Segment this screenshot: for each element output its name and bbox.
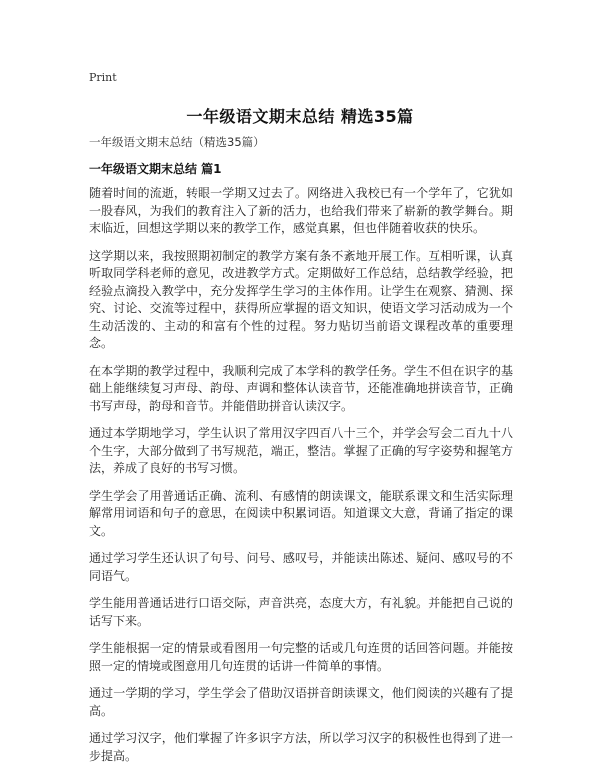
paragraph: 随着时间的流逝，转眼一学期又过去了。网络进入我校已有一个学年了，它犹如一股春风，为我们的教育注入了新的活力，也给我们带来了崭新的教学舞台。期末临近，回想这学期以来的教学工作，感觉真累，但也伴随着收获的快乐。 bbox=[89, 186, 513, 235]
document-body bbox=[89, 185, 513, 775]
paragraph: 通过一学期的学习，学生学会了借助汉语拼音朗读课文，他们阅读的兴趣有了提高。 bbox=[89, 686, 513, 718]
paragraph: 学生学会了用普通话正确、流利、有感情的朗读课文，能联系课文和生活实际理解常用词语和句子的意思，在阅读中积累词语。知道课文大意，背诵了指定的课文。 bbox=[89, 488, 513, 538]
paragraph: 这学期以来，我按照期初制定的教学方案有条不紊地开展工作。互相听课，认真听取同学科老师的意见，改进教学方式。定期做好工作总结，总结教学经验，把经验点滴投入教学中，充分发挥学生学习的主体作用。让学生在观察、猜测、探究、讨论、交流等过程中，获得所应掌握的语文知识，使语文学习活动成为一个生动活泼的、主动的和富有个性的过程。努力贴切当前语文课程改革的重要理念。 bbox=[89, 248, 513, 350]
document-subtitle: 一年级语文期末总结（精选35篇） bbox=[89, 135, 265, 149]
paragraph: 在本学期的教学过程中，我顺利完成了本学科的教学任务。学生不但在识字的基础上能继续复习声母、韵母、声调和整体认读音节，还能准确地拼读音节，正确书写声母，韵母和音节。并能借助拼音认读汉字。 bbox=[89, 363, 513, 413]
paragraph: 学生能根据一定的情景或看图用一句完整的话或几句连贯的话回答问题。并能按照一定的情境或图意用几句连贯的话讲一件简单的事情。 bbox=[89, 641, 513, 673]
section-heading: 一年级语文期末总结 篇1 bbox=[89, 162, 222, 176]
paragraph: 学生能用普通话进行口语交际，声音洪亮，态度大方，有礼貌。并能把自己说的话写下来。 bbox=[89, 596, 513, 628]
print-link[interactable]: Print bbox=[89, 71, 117, 84]
paragraph: 通过学习学生还认识了句号、问号、感叹号，并能读出陈述、疑问、感叹号的不同语气。 bbox=[89, 551, 513, 583]
paragraph: 通过学习汉字，他们掌握了许多识字方法，所以学习汉字的积极性也得到了进一步提高。 bbox=[89, 731, 513, 763]
paragraph: 通过本学期地学习，学生认识了常用汉字四百八十三个，并学会写会二百九十八个生字，大部分做到了书写规范，端正，整洁。掌握了正确的写字姿势和握笔方法，养成了良好的书写习惯。 bbox=[89, 426, 513, 475]
document-title: 一年级语文期末总结 精选35篇 bbox=[186, 107, 414, 126]
